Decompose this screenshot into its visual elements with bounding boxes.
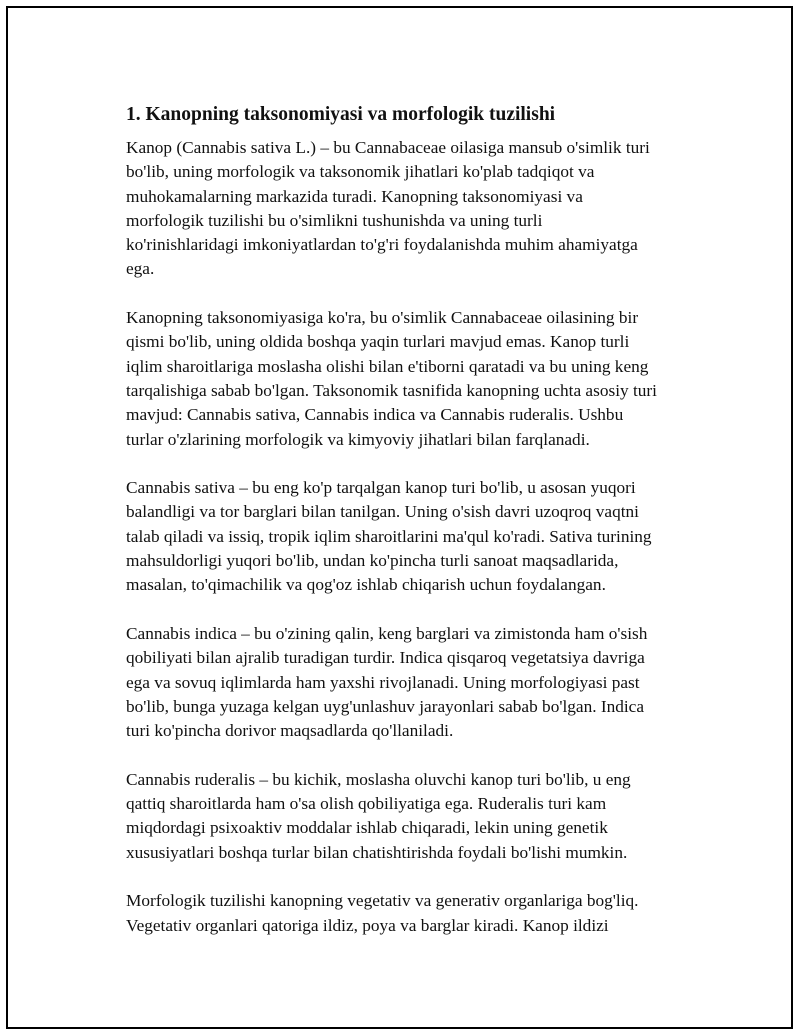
- paragraph-taxonomy: Kanopning taksonomiyasiga ko'ra, bu o'simlik Cannabaceae oilasining bir qismi bo'lib, uning oldida boshqa yaqin turlari mavjud emas. Kanop turli iqlim sharoitlariga moslasha olishi bilan e'tiborni qaratadi va bu uning keng tarqalishiga sabab bo'lgan. Taksonomik tasnifida kanopning uchta asosiy turi mavjud: Cannabis sativa, Cannabis indica va Cannabis ruderalis. Ushbu turlar o'zlarining morfologik va kimyoviy jihatlari bilan farqlanadi.: [126, 308, 657, 449]
- document-body: [126, 102, 706, 962]
- paragraph-intro: Kanop (Cannabis sativa L.) – bu Cannabaceae oilasiga mansub o'simlik turi bo'lib, uning morfologik va taksonomik jihatlari ko'plab tadqiqot va muhokamalarning markazida turadi. Kanopning taksonomiyasi va morfologik tuzilishi bu o'simlikni tushunishda va uning turli ko'rinishlaridagi imkoniyatlardan to'g'ri foydalanishda muhim ahamiyatga ega.: [126, 138, 650, 279]
- paragraph-morphology: Morfologik tuzilishi kanopning vegetativ va generativ organlariga bog'liq. Vegetativ organlari qatoriga ildiz, poya va barglar kiradi. Kanop ildizi: [126, 891, 639, 935]
- section-heading: 1. Kanopning taksonomiyasi va morfologik tuzilishi: [126, 104, 556, 125]
- paragraph-indica: Cannabis indica – bu o'zining qalin, keng barglari va zimistonda ham o'sish qobiliyati bilan ajralib turadigan turdir. Indica qisqaroq vegetatsiya davriga ega va sovuq iqlimlarda ham yaxshi rivojlanadi. Uning morfologiyasi past bo'lib, bunga yuzaga kelgan uyg'unlashuv jarayonlari sabab bo'lgan. Indica turi ko'pincha dorivor maqsadlarda qo'llaniladi.: [126, 623, 648, 741]
- document-page: [6, 6, 793, 1029]
- paragraph-sativa: Cannabis sativa – bu eng ko'p tarqalgan kanop turi bo'lib, u asosan yuqori balandligi va tor barglari bilan tanilgan. Uning o'sish davri uzoqroq vaqtni talab qiladi va issiq, tropik iqlim sharoitlarini ma'qul ko'radi. Sativa turining mahsuldorligi yuqori bo'lib, undan ko'pincha turli sanoat maqsadlarida, masalan, to'qimachilik va qog'oz ishlab chiqarish uchun foydalangan.: [126, 478, 652, 595]
- paragraph-ruderalis: Cannabis ruderalis – bu kichik, moslasha oluvchi kanop turi bo'lib, u eng qattiq sharoitlarda ham o'sa olish qobiliyatiga ega. Ruderalis turi kam miqdordagi psixoaktiv moddalar ishlab chiqaradi, lekin uning genetik xususiyatlari boshqa turlar bilan chatishtirishda foydali bo'lishi mumkin.: [126, 769, 631, 862]
